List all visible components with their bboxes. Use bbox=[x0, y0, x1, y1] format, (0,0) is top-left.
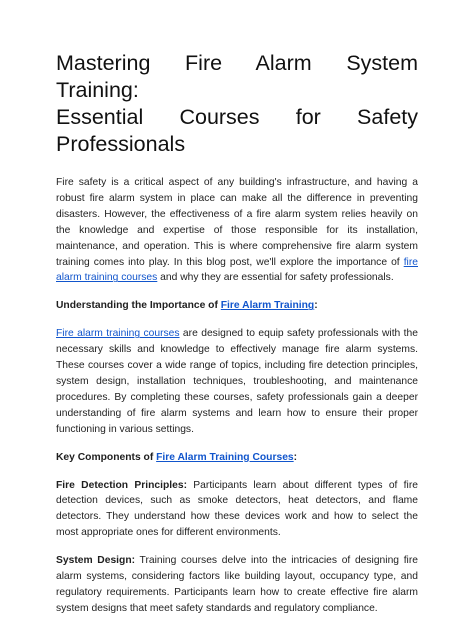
heading-colon: : bbox=[314, 300, 318, 312]
heading-text: Understanding the Importance of bbox=[56, 300, 221, 312]
title-line: Essential Courses for Safety bbox=[56, 105, 418, 129]
page-title bbox=[56, 50, 418, 158]
fire-alarm-training-courses-heading-link[interactable]: Fire Alarm Training Courses bbox=[156, 451, 294, 463]
heading-text: Key Components of bbox=[56, 451, 157, 463]
intro-text: Fire safety is a critical aspect of any building's infrastructure, and having a robust fire alarm system in place can make all the difference in preventing disasters. However, the effectiveness of a fire alarm system relies heavily on the knowledge and expertise of those responsible for its installation, maintenance, and operation. This is where comprehensive fire alarm system training comes into play. In this blog post, we'll explore the importance of bbox=[56, 177, 418, 268]
fire-alarm-training-link[interactable]: Fire Alarm Training bbox=[220, 300, 315, 312]
component-paragraph-system-design bbox=[56, 553, 418, 617]
document-page bbox=[56, 50, 418, 629]
heading-colon: : bbox=[293, 451, 298, 463]
section-heading-key-components bbox=[56, 450, 418, 466]
importance-paragraph bbox=[56, 326, 418, 437]
component-text: Training courses delve into the intricacies of designing fire alarm systems, considering factors like building layout, occupancy type, and regulatory requirements. Participants learn how to create effective fire alarm system designs that meet safety standards and regulatory compliance. bbox=[56, 555, 418, 614]
component-label: Fire Detection Principles: bbox=[56, 479, 188, 491]
importance-text: are designed to equip safety professionals with the necessary skills and knowledge to effectively manage fire alarm systems. These courses cover a wide range of topics, including fire detection principles, system design, installation techniques, troubleshooting, and maintenance procedures. By completing these courses, safety professionals gain a deeper understanding of fire alarm systems and learn how to ensure their proper functioning in various settings. bbox=[56, 328, 418, 435]
fire-alarm-training-courses-link[interactable]: Fire alarm training courses bbox=[56, 328, 180, 340]
title-line: Professionals bbox=[56, 132, 186, 156]
component-text: Participants learn about different types of fire detection devices, such as smoke detectors, heat detectors, and flame detectors. They understand how these devices work and how to select the most appropriate ones for different environments. bbox=[56, 479, 418, 539]
intro-paragraph bbox=[56, 175, 418, 286]
component-paragraph-fire-detection bbox=[56, 478, 418, 542]
intro-text-end: and why they are essential for safety professionals. bbox=[157, 272, 394, 284]
fire-alarm-training-courses-link[interactable]: fire alarm training courses bbox=[56, 256, 418, 284]
component-label: System Design: bbox=[56, 555, 136, 567]
section-heading-importance bbox=[56, 298, 418, 314]
title-line: Mastering Fire Alarm System Training: bbox=[56, 51, 418, 102]
